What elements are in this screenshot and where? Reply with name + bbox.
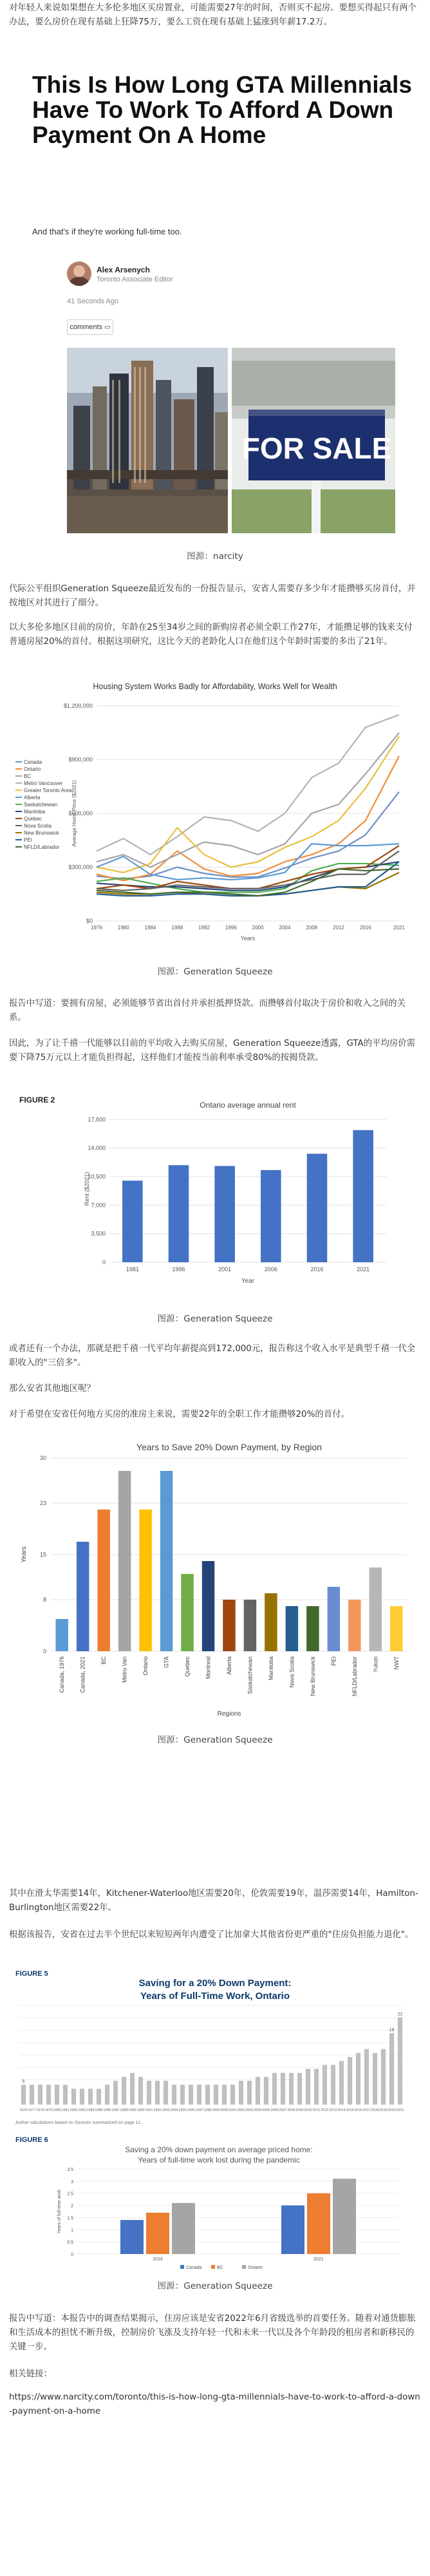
x-tick-label: 1979 <box>44 2108 53 2112</box>
bar <box>46 2085 51 2105</box>
y-tick-label: 3,500 <box>91 1230 106 1237</box>
bar <box>77 1542 89 1651</box>
paragraph-4: 因此，为了让千禧一代能够以目前的平均收入去购买房屋，Generation Squeeze透露，GTA的平均房价需要下降75万元以上才能负担得起，这样他们才能按当前利率承受80%的按揭贷款。 <box>9 1039 416 1063</box>
x-tick-label: 1982 <box>70 2108 78 2112</box>
legend-label: New Brunswick <box>24 830 59 836</box>
bar <box>328 1587 340 1651</box>
paragraph-11: 相关链接： <box>9 2369 52 2379</box>
x-tick-label: 2006 <box>270 2108 279 2112</box>
x-tick-label: 2004 <box>279 925 291 931</box>
y-tick-label: 1 <box>71 2228 73 2233</box>
x-tick-label: 1984 <box>144 925 156 931</box>
bar <box>306 1606 319 1651</box>
bar <box>146 2213 169 2254</box>
paragraph-6: 那么安省其他地区呢？ <box>9 1384 95 1394</box>
legend-label: Canada <box>24 759 42 765</box>
y-tick-label: 8 <box>42 1596 46 1603</box>
bar <box>214 2085 218 2105</box>
bar <box>105 2085 109 2105</box>
bar <box>261 1170 281 1262</box>
bar <box>264 2077 268 2105</box>
x-tick-label: Metro Van <box>121 1656 128 1683</box>
x-tick-label: 1978 <box>36 2108 44 2112</box>
legend-label: Alberta <box>24 795 41 800</box>
y-tick-label: 0 <box>71 2253 73 2257</box>
x-tick-label: 1981 <box>61 2108 70 2112</box>
chart-title: Housing System Works Badly for Affordability, Works Well for Wealth <box>93 682 337 691</box>
comments-button[interactable] <box>67 319 113 335</box>
skyline-photo <box>67 348 228 533</box>
x-axis-label: Year <box>241 1278 255 1285</box>
y-tick-label: 1.5 <box>67 2216 73 2221</box>
x-tick-label: 2006 <box>264 1266 277 1273</box>
x-tick-label: 1995 <box>178 2108 187 2112</box>
bar <box>197 2085 201 2105</box>
x-tick-label: 2001 <box>229 2108 237 2112</box>
y-tick-label: 3 <box>71 2179 73 2184</box>
bar <box>63 2085 68 2105</box>
x-tick-label: PEI <box>330 1656 337 1666</box>
clip-title: This Is How Long GTA Millennials Have To Work To Afford A Down Payment On A Home <box>32 71 412 148</box>
legend-swatch <box>242 2265 246 2269</box>
bar <box>38 2085 42 2105</box>
x-tick-label: New Brunswick <box>309 1656 316 1696</box>
bar <box>348 1600 360 1651</box>
y-axis-label: Years <box>21 1546 28 1563</box>
y-tick-label: $900,000 <box>68 756 93 763</box>
x-tick-label: 1996 <box>172 1266 185 1273</box>
bar <box>230 2085 235 2105</box>
y-tick-label: 15 <box>39 1551 46 1558</box>
x-tick-label: 2016 <box>359 925 371 931</box>
x-tick-label: 1994 <box>170 2108 178 2112</box>
x-tick-label: 2014 <box>337 2108 346 2112</box>
x-tick-label: 2018 <box>371 2108 379 2112</box>
bar <box>214 1166 235 1262</box>
x-tick-label: 2011 <box>312 2108 321 2112</box>
y-tick-label: 2.5 <box>67 2192 73 2197</box>
x-tick-label: NWT <box>393 1656 400 1670</box>
chart-years-to-save-by-region <box>13 1439 417 1722</box>
y-tick-label: 2 <box>71 2204 73 2209</box>
bar <box>155 2081 160 2105</box>
series-line <box>97 715 399 855</box>
series-line <box>97 733 399 867</box>
x-axis-label: Years <box>240 935 256 942</box>
bar <box>307 1154 328 1262</box>
legend-label: PEI <box>24 837 32 843</box>
y-axis-label: Rent ($2021) <box>84 1171 90 1206</box>
x-tick-label: 1985 <box>95 2108 103 2112</box>
x-tick-label: 1976 <box>19 2108 28 2112</box>
paragraph-7: 对于希望在安省任何地方买房的准房主来说，需要22年的全职工作才能攒够20%的首付。 <box>9 1410 350 1419</box>
x-tick-label: Nova Scotia <box>288 1656 295 1688</box>
x-tick-label: Montreal <box>205 1656 212 1680</box>
x-tick-label: NFLD/Labrador <box>351 1656 358 1697</box>
for-sale-sign-photo <box>232 348 395 533</box>
bar <box>122 1180 143 1262</box>
bar <box>222 2085 227 2105</box>
figure-label: FIGURE 2 <box>19 1095 55 1104</box>
x-tick-label: 2012 <box>333 925 344 931</box>
chart4-caption: 图源：Generation Squeeze <box>157 2281 273 2291</box>
x-tick-label: Canada, 2021 <box>79 1656 86 1693</box>
bar <box>390 1606 402 1651</box>
paragraph-3: 报告中写道：要拥有房屋，必须能够节省出首付并承担抵押贷款。而攒够首付取决于房价和收入之间的关系。 <box>9 999 406 1023</box>
y-tick-label: 0 <box>102 1259 106 1265</box>
chart-home-price-box <box>13 676 417 947</box>
bar <box>281 2073 285 2105</box>
clip-subtitle: And that's if they're working full-time too. <box>32 227 182 236</box>
series-line <box>97 851 399 890</box>
bar <box>169 1165 189 1262</box>
for-sale-text: FOR SALE <box>241 431 392 465</box>
chart3-caption: 图源：Generation Squeeze <box>157 1735 273 1745</box>
legend-label: Saskatchewan <box>24 802 58 808</box>
legend-label: BC <box>24 773 32 779</box>
chart-ontario-years-full-time <box>13 1967 417 2128</box>
paragraph-2: 以大多伦多地区目前的房价，年龄在25至34岁之间的新购房者必须全职工作27年，才能攒足够的钱来支付普通房屋20%的首付。根据这项研究，这比今天的老龄化人口在他们这个年龄时需要的多出了21年。 <box>9 623 413 647</box>
y-tick-label: 17,500 <box>88 1116 106 1123</box>
x-tick-label: 1987 <box>111 2108 120 2112</box>
y-tick-label: $1,200,000 <box>63 703 93 709</box>
x-tick-label: Manitoba <box>267 1656 274 1681</box>
bar <box>239 2081 243 2105</box>
bar <box>281 2206 304 2254</box>
y-tick-label: 30 <box>39 1455 46 1461</box>
paragraph-8: 其中在滑太华需要14年，Kitchener-Waterloo地区需要20年，伦敦需要19年，温莎需要14年，Hamilton-Burlington地区需要22年。 <box>9 1889 418 1913</box>
bar <box>265 1593 277 1651</box>
bar <box>181 1574 193 1651</box>
x-tick-label: 2016 <box>310 1266 324 1273</box>
bar <box>339 2061 344 2105</box>
legend-swatch <box>180 2265 184 2269</box>
author-name[interactable]: Alex Arsenych <box>97 265 150 274</box>
x-tick-label: 2009 <box>295 2108 304 2112</box>
x-tick-label: 1991 <box>145 2108 153 2112</box>
x-tick-label: 1998 <box>203 2108 212 2112</box>
bar <box>373 2053 377 2105</box>
chart-years-region-box <box>13 1439 417 1722</box>
bar <box>289 2073 294 2105</box>
paragraph-1: 代际公平组织Generation Squeeze最近发布的一份报告显示，安省人需要存多少年才能攒够买房首付，并按地区对其进行了细分。 <box>9 584 416 608</box>
x-tick-label: 2001 <box>218 1266 232 1273</box>
bar <box>55 1619 68 1651</box>
legend-label: Greater Toronto Area <box>24 788 72 793</box>
figure-label: FIGURE 5 <box>15 1970 48 1978</box>
chart-ontario-years-box <box>13 1967 417 2128</box>
x-tick-label: 1981 <box>126 1266 139 1273</box>
x-tick-label: 1980 <box>117 925 129 931</box>
bar <box>223 1600 235 1651</box>
chart1-caption: 图源：Generation Squeeze <box>157 967 273 977</box>
chart-title: Ontario average annual rent <box>200 1101 296 1110</box>
bar <box>113 2081 118 2105</box>
x-tick-label: 1996 <box>225 925 237 931</box>
x-axis-label: Regions <box>217 1710 241 1718</box>
x-tick-label: Alberta <box>226 1656 232 1675</box>
bar <box>160 1471 173 1651</box>
bar <box>322 2065 327 2105</box>
x-tick-label: 2021 <box>357 1266 370 1273</box>
x-tick-label: 2008 <box>287 2108 295 2112</box>
x-tick-label: GTA <box>163 1656 170 1668</box>
chart-pandemic-box <box>13 2133 417 2273</box>
x-tick-label: Quebec <box>184 1656 191 1677</box>
chart-title-line1: Saving for a 20% Down Payment: <box>138 1978 292 1989</box>
x-tick-label: 2003 <box>245 2108 254 2112</box>
legend-label: Ontario <box>248 2266 263 2270</box>
y-axis-label: Years of full-time work <box>57 2189 62 2234</box>
x-tick-label: 1999 <box>212 2108 220 2112</box>
x-tick-label: 2021 <box>393 925 405 931</box>
bar <box>348 2057 352 2105</box>
bar <box>139 1510 151 1651</box>
y-tick-label: $300,000 <box>68 864 93 871</box>
bar <box>364 2049 369 2105</box>
series-line <box>97 736 399 873</box>
legend-label: Quebec <box>24 816 42 822</box>
author-role: Toronto Associate Editor <box>97 276 173 283</box>
bar <box>307 2193 330 2254</box>
chart-ontario-rent <box>13 1088 417 1294</box>
chart-title-line1: Saving a 20% down payment on average priced home: <box>125 2145 313 2154</box>
chart-title: Years to Save 20% Down Payment, by Region <box>136 1442 322 1452</box>
x-tick-label: 2021 <box>396 2108 404 2112</box>
paragraph-5: 或者还有一个办法，那就是把千禧一代平均年薪提高到172,000元，报告称这个收入水平是典型千禧一代全职收入的"三倍多"。 <box>9 1344 416 1368</box>
figure-label: FIGURE 6 <box>15 2136 48 2144</box>
bar <box>120 2220 144 2254</box>
bar <box>180 2085 185 2105</box>
legend-label: Ontario <box>24 766 41 772</box>
chart2-caption: 图源：Generation Squeeze <box>157 1314 273 1324</box>
bar <box>297 2073 302 2105</box>
x-tick-label: 1983 <box>78 2108 86 2112</box>
bar <box>202 1561 214 1651</box>
x-tick-label: Canada, 1976 <box>59 1656 66 1693</box>
y-tick-label: 0 <box>42 1648 46 1654</box>
x-tick-label: 1986 <box>103 2108 111 2112</box>
y-tick-label: 0.5 <box>67 2240 73 2246</box>
y-tick-label: 3.5 <box>67 2168 73 2172</box>
chart-title-line2: Years of full-time work lost during the pandemic <box>138 2155 300 2164</box>
x-tick-label: 2019 <box>153 2257 163 2262</box>
legend-label: BC <box>217 2266 223 2270</box>
bar <box>122 2077 126 2105</box>
x-tick-label: 2007 <box>279 2108 287 2112</box>
y-tick-label: $600,000 <box>68 810 93 817</box>
y-tick-label: 10,500 <box>88 1173 106 1180</box>
x-tick-label: 2017 <box>362 2108 371 2112</box>
chart-years-lost-pandemic <box>13 2133 417 2273</box>
bar <box>97 1510 109 1651</box>
publish-time: 41 Seconds Ago <box>67 298 119 305</box>
bar <box>314 2069 319 2105</box>
bar <box>30 2085 34 2105</box>
series-line <box>97 756 399 880</box>
x-tick-label: 1990 <box>136 2108 145 2112</box>
x-tick-label: 1992 <box>198 925 210 931</box>
x-tick-label: Saskatchewan <box>247 1656 254 1694</box>
x-tick-label: 1997 <box>195 2108 203 2112</box>
comments-label: comments <box>70 323 103 331</box>
bar <box>306 2069 310 2105</box>
y-tick-label: 23 <box>39 1500 46 1506</box>
x-tick-label: 2000 <box>220 2108 229 2112</box>
bar <box>21 2085 26 2105</box>
paragraph-10: 报告中写道：本报告中的调查结果揭示，住房应该是安省2022年6月省级选举的首要任务。随着对通货膨胀和生活成本的担忧不断升级，控制房价飞涨及支持年轻一代和未来一代以及各个年龄段的租房者和新移民的关键一步。 <box>9 2314 416 2352</box>
bar <box>55 2085 59 2105</box>
x-tick-label: 1977 <box>28 2108 36 2112</box>
x-tick-label: 2015 <box>346 2108 354 2112</box>
data-label: 5 <box>22 2079 25 2085</box>
x-tick-label: 2021 <box>313 2257 324 2262</box>
x-tick-label: 1984 <box>86 2108 95 2112</box>
bar <box>205 2085 210 2105</box>
bar <box>381 2049 386 2105</box>
bar <box>247 2081 252 2105</box>
bar <box>130 2073 135 2105</box>
x-tick-label: 1988 <box>171 925 183 931</box>
x-tick-label: BC <box>100 1656 108 1665</box>
legend-label: Metro Vancouver <box>24 781 63 786</box>
legend-swatch <box>211 2265 215 2269</box>
bar <box>333 2179 356 2254</box>
bar <box>331 2065 335 2105</box>
bar <box>164 2081 168 2105</box>
bar <box>80 2088 84 2105</box>
chart-rent-box <box>13 1088 417 1294</box>
bar <box>138 2077 143 2105</box>
bar <box>398 2017 402 2105</box>
legend-label: Nova Scotia <box>24 823 52 829</box>
bar <box>369 1567 382 1651</box>
bar <box>97 2088 101 2105</box>
intro-paragraph: 对年轻人来说如果想在大多伦多地区买房置业，可能需要27年的时间，否则买不起房。要想买得起只有两个办法，要么房价在现有基础上狂降75万，要么工资在现有基础上猛涨到年薪17.2万。 <box>9 3 417 27</box>
bar <box>356 2053 360 2105</box>
author-avatar <box>67 261 91 286</box>
bar <box>189 2085 193 2105</box>
x-tick-label: 2008 <box>306 925 318 931</box>
chart-title-line2: Years of Full-Time Work, Ontario <box>140 1991 290 2002</box>
bar <box>244 1600 256 1651</box>
photo-caption: 图源：narcity <box>187 551 243 562</box>
chart-footnote: Author calculations based on Sources summarized on page 11. <box>15 2121 142 2125</box>
legend-label: Manitoba <box>24 809 45 815</box>
data-label: 22 <box>397 2012 403 2017</box>
bar <box>172 2203 195 2254</box>
bar <box>286 1606 298 1651</box>
x-tick-label: 2010 <box>304 2108 312 2112</box>
x-tick-label: 2002 <box>237 2108 245 2112</box>
bar <box>353 1130 373 1262</box>
comment-icon: ▭ <box>104 324 111 331</box>
bar <box>172 2085 176 2105</box>
y-tick-label: 14,000 <box>88 1144 106 1151</box>
x-tick-label: 2005 <box>262 2108 270 2112</box>
x-tick-label: 1996 <box>187 2108 195 2112</box>
bar <box>147 2081 151 2105</box>
paragraph-9: 根据该报告，安省在过去半个世纪以来短短两年内遭受了比加拿大其他省份更严重的"住房负担能力退化"。 <box>9 1930 414 1940</box>
x-tick-label: 1988 <box>120 2108 128 2112</box>
x-tick-label: 2020 <box>388 2108 396 2112</box>
legend-label: NFLD/Labrador <box>24 844 60 850</box>
legend-label: Canada <box>186 2266 202 2270</box>
bar <box>272 2073 277 2105</box>
data-label: 18 <box>389 2028 395 2033</box>
bar <box>389 2033 394 2105</box>
x-tick-label: 1993 <box>162 2108 170 2112</box>
y-tick-label: $0 <box>86 918 93 924</box>
bar <box>88 2088 93 2105</box>
x-tick-label: 2012 <box>321 2108 329 2112</box>
x-tick-label: 2000 <box>252 925 264 931</box>
x-tick-label: 2004 <box>254 2108 262 2112</box>
x-tick-label: Yukon <box>372 1656 379 1673</box>
bar <box>256 2077 260 2105</box>
source-link[interactable]: https://www.narcity.com/toronto/this-is-how-long-gta-millennials-have-to-work-to-afford-a-down-payment-on-a-home <box>9 2392 420 2416</box>
x-tick-label: Ontario <box>142 1656 149 1676</box>
bar <box>71 2088 76 2105</box>
y-tick-label: 7,000 <box>91 1202 106 1209</box>
y-axis-label: Average Home Price ($2021) <box>71 780 77 847</box>
x-tick-label: 1989 <box>128 2108 136 2112</box>
x-tick-label: 2016 <box>354 2108 362 2112</box>
x-tick-label: 1976 <box>91 925 102 931</box>
x-tick-label: 2013 <box>329 2108 337 2112</box>
bar <box>118 1471 131 1651</box>
x-tick-label: 1980 <box>53 2108 61 2112</box>
x-tick-label: 2019 <box>379 2108 388 2112</box>
x-tick-label: 1992 <box>153 2108 162 2112</box>
chart-home-prices <box>13 676 417 947</box>
